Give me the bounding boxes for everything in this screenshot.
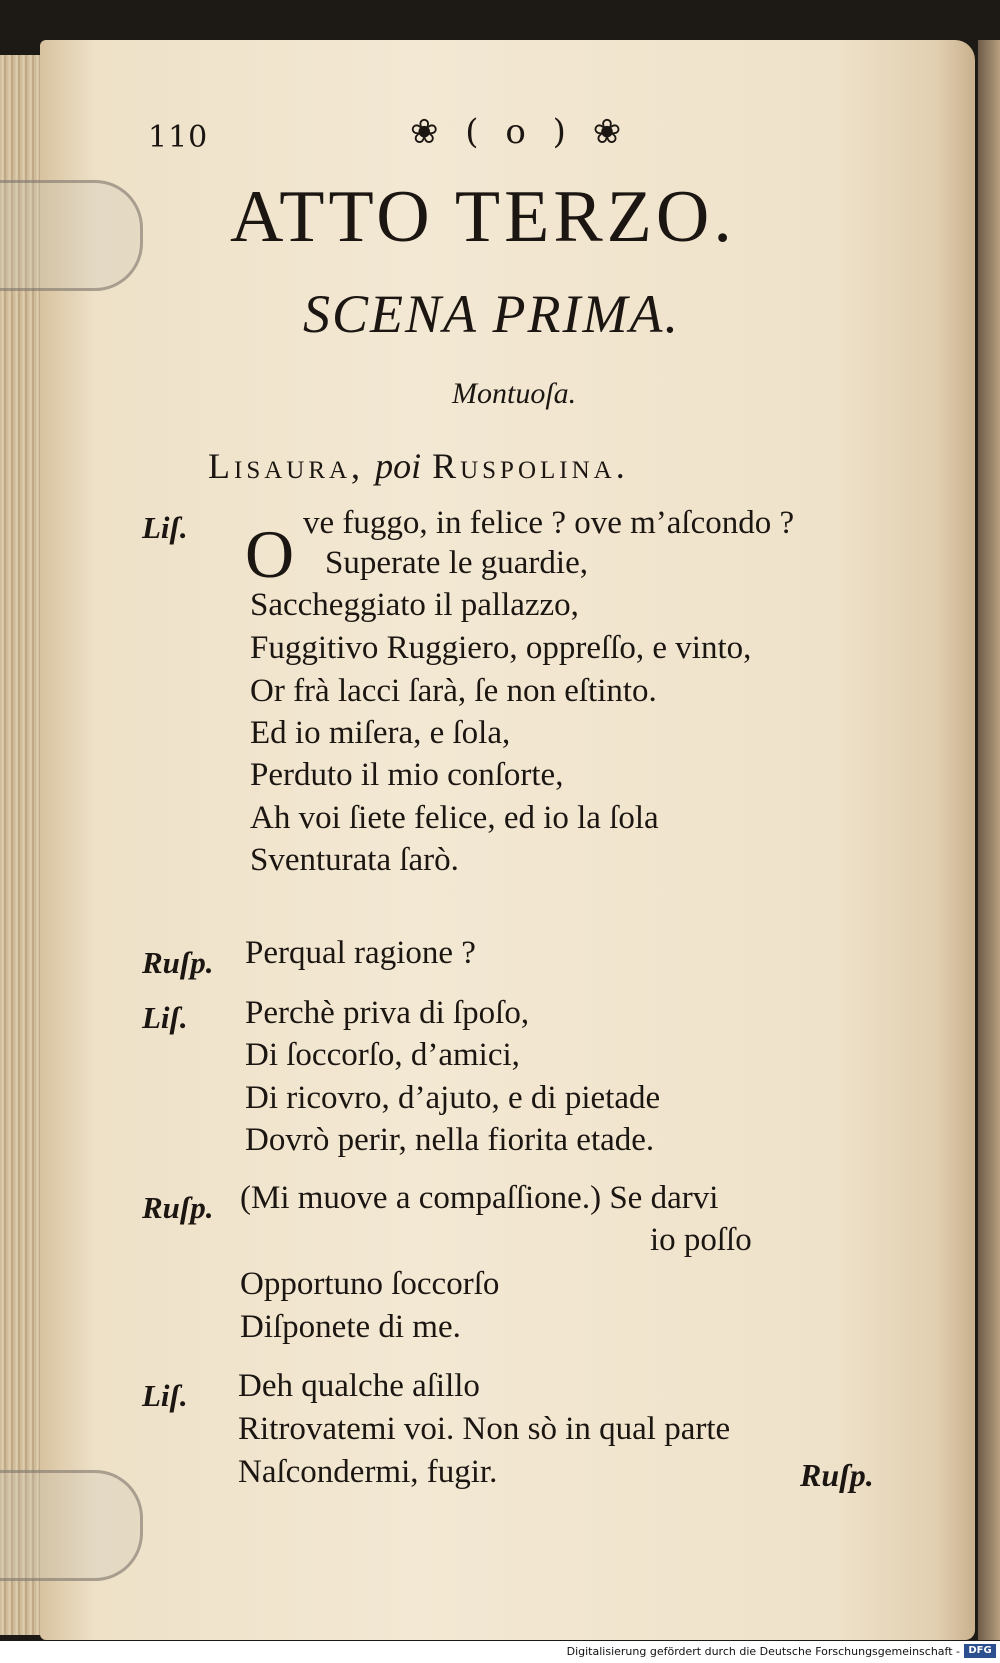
page-clip-bottom [0,1470,143,1581]
verse-line: Opportuno ſoccorſo [240,1266,500,1302]
page-number: 110 [148,120,209,155]
verse-line: Naſcondermi, fugir. [238,1454,498,1490]
verse-line: Superate le guardie, [325,545,588,581]
catchword: Ruſp. [800,1457,874,1493]
drop-cap: O [245,516,295,592]
act-title: ATTO TERZO. [230,176,736,258]
verse-line: Dovrò perir, nella fiorita etade. [245,1122,655,1158]
verse-line: Perduto il mio conſorte, [250,757,564,793]
facing-page-edge [978,40,1000,1640]
character-lisaura: Lisaura, [208,446,365,486]
footer-credit: Digitalisierung gefördert durch die Deutsche Forschungsgemeinschaft - [566,1645,960,1658]
verse-line: Diſponete di me. [240,1309,461,1345]
speaker-label: Liſ. [142,1000,188,1035]
dfg-logo: DFG [964,1644,996,1658]
header-ornament: ❀ ( o ) ❀ [410,112,630,152]
verse-line: Ah voi ſiete felice, ed io la ſola [250,800,659,836]
verse-line: Saccheggiato il pallazzo, [250,587,579,623]
verse-line: io poſſo [650,1222,752,1258]
verse-line: Perchè priva di ſpoſo, [245,995,530,1031]
character-connector: poi [375,446,422,486]
character-ruspolina: Ruspolina. [432,446,629,486]
verse-line: Perqual ragione ? [245,935,476,971]
character-list [208,445,629,487]
verse-line: Deh qualche aſillo [238,1368,480,1404]
verse-line: Sventurata ſarò. [250,842,459,878]
verse-line: Di ſoccorſo, d’amici, [245,1037,520,1073]
speaker-label: Ruſp. [142,945,214,980]
verse-line: Fuggitivo Ruggiero, oppreſſo, e vinto, [250,630,752,666]
speaker-label: Liſ. [142,1378,188,1413]
scene-setting: Montuoſa. [452,377,577,410]
verse-line: Ritrovatemi voi. Non sò in qual parte [238,1411,731,1447]
verse-line: Di ricovro, d’ajuto, e di pietade [245,1080,661,1116]
verse-line: (Mi muove a compaſſione.) Se darvi [240,1180,719,1216]
speaker-label: Ruſp. [142,1190,214,1225]
page-clip-top [0,180,143,291]
verse-line: Ed io miſera, e ſola, [250,715,511,751]
speaker-label: Liſ. [142,510,188,545]
verse-line: ve fuggo, in felice ? ove m’aſcondo ? [303,505,795,541]
verse-line: Or frà lacci ſarà, ſe non eſtinto. [250,673,657,709]
scene-title: SCENA PRIMA. [303,284,680,344]
